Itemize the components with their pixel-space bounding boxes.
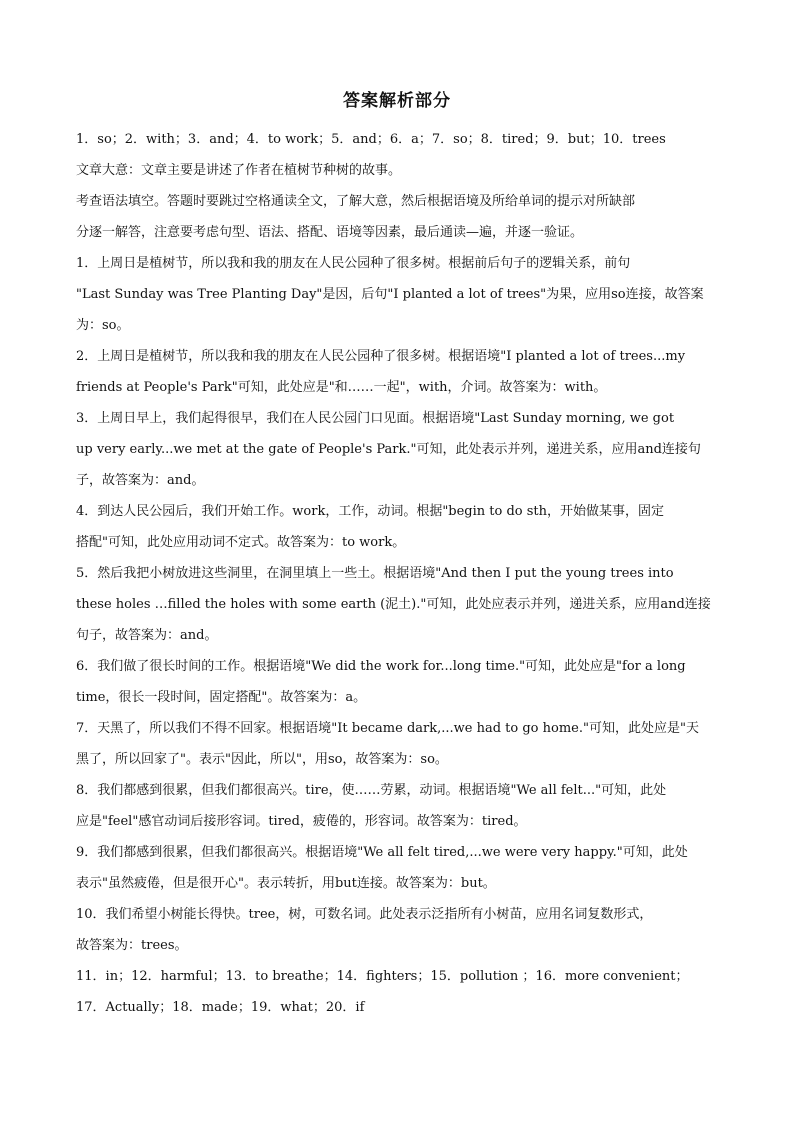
- text-line: 9．我们都感到很累，但我们都很高兴。根据语境"We all felt tired,...we were very happy."可知，此处: [76, 845, 688, 860]
- text-line: 4．到达人民公园后，我们开始工作。work，工作，动词。根据"begin to do sth，开始做某事，固定: [76, 504, 665, 519]
- page-title: 答案解析部分: [343, 91, 451, 111]
- text-line: 2．上周日是植树节，所以我和我的朋友在人民公园种了很多树。根据语境"I planted a lot of trees...my: [76, 349, 686, 364]
- text-line: 应是"feel"感官动词后接形容词。tired，疲倦的，形容词。故答案为：tired。: [76, 814, 527, 829]
- text-line: 子，故答案为：and。: [76, 473, 205, 488]
- text-line: 1．上周日是植树节，所以我和我的朋友在人民公园种了很多树。根据前后句子的逻辑关系，前句: [76, 256, 631, 271]
- text-line: 分逐一解答，注意要考虑句型、语法、搭配、语境等因素，最后通读—遍，并逐一验证。: [76, 225, 584, 240]
- answer-body: [76, 124, 722, 1023]
- text-line: 8．我们都感到很累，但我们都很高兴。tire，使……劳累，动词。根据语境"We all felt..."可知，此处: [76, 783, 667, 798]
- text-line: friends at People's Park"可知，此处应是"和……一起"，with，介词。故答案为：with。: [76, 380, 607, 395]
- text-line: these holes …filled the holes with some earth (泥土)."可知，此处应表示并列，递进关系，应用and连接: [76, 597, 711, 612]
- text-line: 句子，故答案为：and。: [76, 628, 218, 643]
- text-line: 11．in；12．harmful；13．to breathe；14．fighters；15．pollution ；16．more convenient；: [76, 969, 689, 984]
- text-line: 文章大意：文章主要是讲述了作者在植树节种树的故事。: [76, 163, 402, 178]
- text-line: 黑了，所以回家了"。表示"因此，所以"，用so，故答案为：so。: [76, 752, 448, 767]
- text-line: 10．我们希望小树能长得快。tree，树，可数名词。此处表示泛指所有小树苗，应用名词复数形式，: [76, 907, 653, 922]
- text-line: 表示"虽然疲倦，但是很开心"。表示转折，用but连接。故答案为：but。: [76, 876, 496, 891]
- text-line: 7．天黑了，所以我们不得不回家。根据语境"It became dark,...we had to go home."可知，此处应是"天: [76, 721, 699, 736]
- text-line: 17．Actually；18．made；19．what；20．if: [76, 1000, 365, 1015]
- text-line: "Last Sunday was Tree Planting Day"是因，后句"I planted a lot of trees"为果，应用so连接，故答案: [76, 287, 704, 302]
- text-line: up very early...we met at the gate of People's Park."可知，此处表示并列，递进关系，应用and连接句: [76, 442, 701, 457]
- text-line: 考查语法填空。答题时要跳过空格通读全文，了解大意，然后根据语境及所给单词的提示对所缺部: [76, 194, 636, 209]
- text-line: 为：so。: [76, 318, 130, 333]
- text-line: 5．然后我把小树放进这些洞里，在洞里填上一些土。根据语境"And then I put the young trees into: [76, 566, 674, 581]
- text-line: time，很长一段时间，固定搭配"。故答案为：a。: [76, 690, 367, 705]
- text-line: 3．上周日早上，我们起得很早，我们在人民公园门口见面。根据语境"Last Sunday morning, we got: [76, 411, 675, 426]
- text-line: 搭配"可知，此处应用动词不定式。故答案为：to work。: [76, 535, 406, 550]
- text-line: 1．so；2．with；3．and；4．to work；5．and；6．a；7．so；8．tired；9．but；10．trees: [76, 132, 666, 147]
- text-line: 故答案为：trees。: [76, 938, 188, 953]
- text-line: 6．我们做了很长时间的工作。根据语境"We did the work for...long time."可知，此处应是"for a long: [76, 659, 686, 674]
